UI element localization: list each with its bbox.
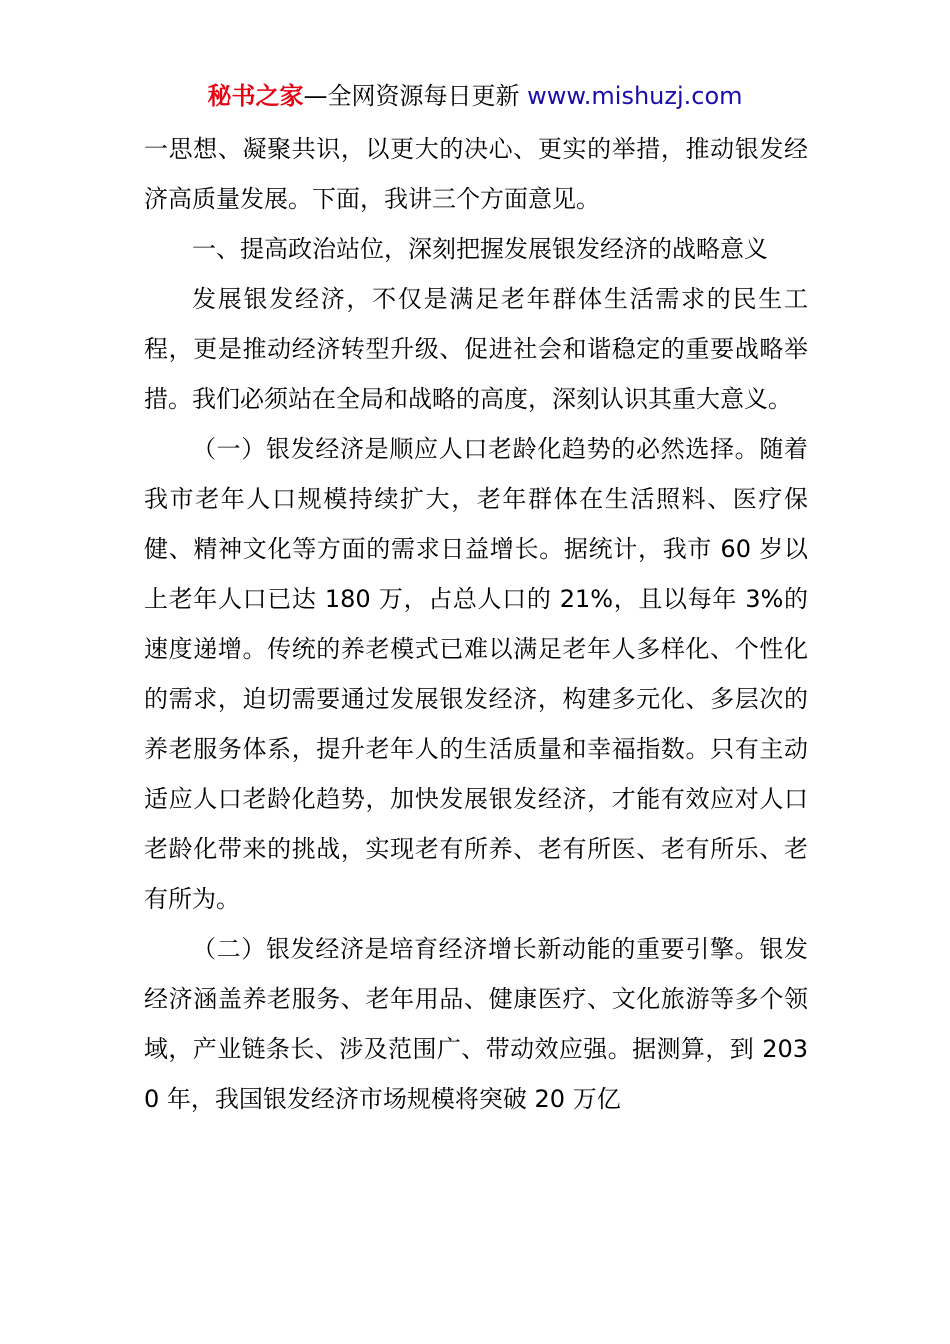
section-heading-1: 一、提高政治站位，深刻把握发展银发经济的战略意义 — [192, 235, 768, 263]
site-url[interactable]: www.mishuzj.com — [527, 82, 743, 110]
paragraph-point-2: （二）银发经济是培育经济增长新动能的重要引擎。银发经济涵盖养老服务、老年用品、健康医疗、文化旅游等多个领域，产业链条长、涉及范围广、带动效应强。据测算，到 2030 年，我国银发经济市场规模将突破 20 万亿 — [144, 935, 808, 1113]
paragraph-intro: 发展银发经济，不仅是满足老年群体生活需求的民生工程，更是推动经济转型升级、促进社会和谐稳定的重要战略举措。我们必须站在全局和战略的高度，深刻认识其重大意义。 — [144, 285, 808, 413]
paragraph-continued: 一思想、凝聚共识，以更大的决心、更实的举措，推动银发经济高质量发展。下面，我讲三个方面意见。 — [144, 135, 808, 213]
site-tagline: —全网资源每日更新 — [303, 82, 520, 110]
paragraph-point-1: （一）银发经济是顺应人口老龄化趋势的必然选择。随着我市老年人口规模持续扩大，老年群体在生活照料、医疗保健、精神文化等方面的需求日益增长。据统计，我市 60 岁以上老年人口已达 180 万，占总人口的 21%，且以每年 3%的速度递增。传统的养老模式已难以满足老年人多样化、个性化的需求，迫切需要通过发展银发经济，构建多元化、多层次的养老服务体系，提升老年人的生活质量和幸福指数。只有主动适应人口老龄化趋势，加快发展银发经济，才能有效应对人口老龄化带来的挑战，实现老有所养、老有所医、老有所乐、老有所为。 — [144, 435, 808, 913]
site-header — [0, 80, 950, 112]
site-brand: 秘书之家 — [207, 82, 304, 110]
document-body — [144, 124, 808, 1124]
